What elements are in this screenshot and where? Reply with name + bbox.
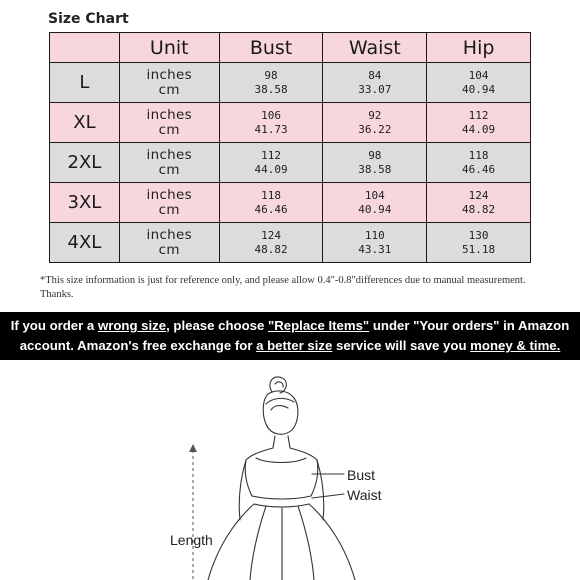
hip-value: 104 — [468, 68, 489, 82]
bust-value: 118 — [261, 188, 281, 202]
waist-cell — [323, 143, 427, 183]
table-row — [50, 103, 531, 143]
table-row — [50, 183, 531, 223]
bust-cell — [219, 223, 323, 263]
table-row — [50, 63, 531, 103]
header-unit: Unit — [119, 33, 219, 63]
waist-cell — [323, 223, 427, 263]
hip-value: 124 — [468, 188, 489, 202]
hip-value: 112 — [468, 108, 489, 122]
size-chart-title: Size Chart — [48, 11, 129, 27]
table-row — [50, 223, 531, 263]
waist-cell — [323, 183, 427, 223]
bust-value-secondary: 44.09 — [254, 162, 288, 176]
header-corner-cell — [50, 33, 120, 63]
banner-text: under "Your orders" in Amazon — [369, 318, 570, 333]
unit-cm: cm — [158, 201, 180, 218]
hip-cell — [427, 223, 531, 263]
size-label: 2XL — [50, 143, 120, 183]
banner-highlight-money-time: money & time. — [470, 338, 561, 353]
length-label: Length — [170, 532, 213, 548]
header-hip: Hip — [427, 33, 531, 63]
hip-value-secondary: 46.46 — [462, 162, 496, 176]
size-label: L — [50, 63, 120, 103]
table-header-row — [50, 33, 531, 63]
waist-value-secondary: 33.07 — [358, 82, 392, 96]
unit-inches: inches — [146, 66, 192, 83]
size-label: 3XL — [50, 183, 120, 223]
unit-cell — [119, 103, 219, 143]
exchange-banner — [0, 312, 580, 360]
waist-cell — [323, 63, 427, 103]
banner-highlight-replace-items: "Replace Items" — [267, 318, 370, 333]
bust-value: 98 — [264, 68, 278, 82]
hip-cell — [427, 143, 531, 183]
header-waist: Waist — [323, 33, 427, 63]
hip-cell — [427, 183, 531, 223]
unit-inches: inches — [146, 186, 192, 203]
dress-sketch-area — [0, 360, 580, 580]
banner-highlight-better-size: a better size — [256, 338, 333, 353]
bust-value-secondary: 46.46 — [254, 202, 288, 216]
size-label: 4XL — [50, 223, 120, 263]
bust-cell — [219, 143, 323, 183]
banner-text: account. Amazon's free exchange for — [19, 338, 257, 353]
waist-value: 110 — [364, 228, 385, 242]
waist-cell — [323, 103, 427, 143]
table-row — [50, 143, 531, 183]
unit-cell — [119, 183, 219, 223]
header-bust: Bust — [219, 33, 323, 63]
waist-value: 92 — [368, 108, 382, 122]
banner-text: service will save you — [332, 338, 471, 353]
bust-cell — [219, 183, 323, 223]
waist-value-secondary: 43.31 — [358, 242, 392, 256]
waist-value-secondary: 38.58 — [358, 162, 392, 176]
hip-value-secondary: 40.94 — [462, 82, 496, 96]
unit-cell — [119, 63, 219, 103]
unit-inches: inches — [146, 146, 192, 163]
waist-value-secondary: 40.94 — [358, 202, 392, 216]
bust-cell — [219, 103, 323, 143]
unit-cm: cm — [158, 241, 180, 258]
hip-cell — [427, 103, 531, 143]
hip-value-secondary: 44.09 — [462, 122, 496, 136]
hip-value: 130 — [468, 228, 489, 242]
bust-value: 106 — [261, 108, 281, 122]
waist-label: Waist — [347, 487, 382, 503]
unit-cell — [119, 143, 219, 183]
bust-value-secondary: 48.82 — [254, 242, 288, 256]
unit-inches: inches — [146, 226, 192, 243]
hip-value: 118 — [468, 148, 489, 162]
waist-value: 104 — [364, 188, 385, 202]
hip-value-secondary: 48.82 — [462, 202, 496, 216]
banner-text: , please choose — [166, 318, 268, 333]
bust-value-secondary: 38.58 — [254, 82, 288, 96]
waist-value: 84 — [368, 68, 382, 82]
measurement-note: *This size information is just for reference only, and please allow 0.4"-0.8"differences due to manual measurement. Thanks. — [40, 275, 526, 300]
size-chart-table — [49, 32, 531, 263]
unit-cm: cm — [158, 161, 180, 178]
bust-value-secondary: 41.73 — [254, 122, 288, 136]
banner-highlight-wrong-size: wrong size — [97, 318, 167, 333]
bust-value: 124 — [261, 228, 281, 242]
size-label: XL — [50, 103, 120, 143]
unit-cm: cm — [158, 121, 180, 138]
waist-value: 98 — [368, 148, 382, 162]
bust-value: 112 — [261, 148, 281, 162]
unit-cell — [119, 223, 219, 263]
waist-value-secondary: 36.22 — [358, 122, 392, 136]
banner-text: If you order a — [10, 318, 98, 333]
hip-value-secondary: 51.18 — [462, 242, 496, 256]
unit-inches: inches — [146, 106, 192, 123]
hip-cell — [427, 63, 531, 103]
bust-cell — [219, 63, 323, 103]
unit-cm: cm — [158, 81, 180, 98]
dress-sketch-illustration — [0, 360, 580, 580]
bust-label: Bust — [347, 467, 376, 483]
